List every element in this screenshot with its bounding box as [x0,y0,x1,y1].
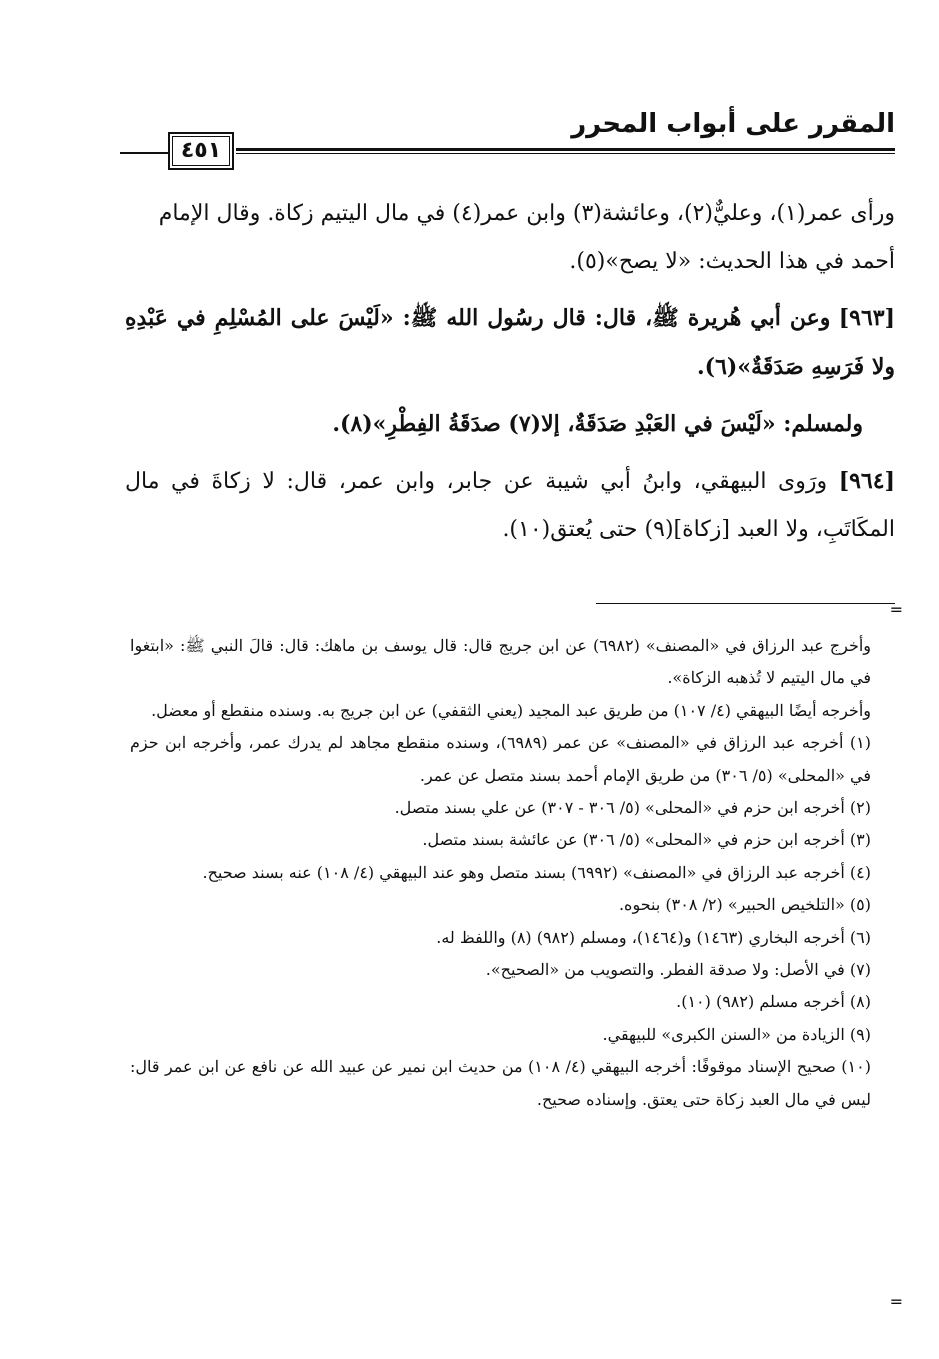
page-number: ٤٥١ [180,138,222,163]
muslim-narration-text: ولمسلم: «لَيْسَ في العَبْدِ صَدَقَةٌ، إلا(٧) صدَقَةُ الفِطْرِ»(٨). [332,411,863,437]
footnote-4: (٤) أخرجه عبد الرزاق في «المصنف» (٦٩٩٢) بسند متصل وهو عند البيهقي (٤/ ١٠٨) عنه بسند صحيح. [202,862,871,882]
header-rule [236,148,895,151]
muslim-narration [125,400,895,449]
running-header-title: المقرر على أبواب المحرر [571,109,895,139]
footnote-6: (٦) أخرجه البخاري (١٤٦٣) و(١٤٦٤)، ومسلم (٩٨٢) (٨) واللفظ له. [436,927,871,947]
footnote-8: (٨) أخرجه مسلم (٩٨٢) (١٠). [676,992,871,1012]
continuation-mark-top: = [889,600,903,619]
footnote-9: (٩) الزيادة من «السنن الكبرى» للبيهقي. [602,1024,871,1044]
header-rule-left [120,152,168,154]
paragraph-athar [125,190,895,286]
paragraph-athar-line2: أحمد في هذا الحديث: «لا يصح»(٥). [569,249,895,274]
continuation-mark-bottom: = [889,1292,903,1311]
footnote-7: (٧) في الأصل: ولا صدقة الفطر. والتصويب من «الصحيح». [485,960,871,980]
hadith-number: [٩٦٣] [838,305,895,331]
footnote-continuation: وأخرجه أيضًا البيهقي (٤/ ١٠٧) من طريق عبد المجيد (يعني الثقفي) عن ابن جريج به. وسنده منقطع أو معضل. [151,700,871,720]
hadith-text: وعن أبي هُريرة ﷺ، قال: قال رسُول الله ﷺ: «لَيْسَ على المُسْلِمِ في عَبْدِهِ ولا فَرَسِهِ صَدَقَةٌ»(٦). [125,305,895,380]
hadith-963 [125,294,895,392]
paragraph-athar-line1: ورأى عمر(١)، وعليٌّ(٢)، وعائشة(٣) وابن عمر(٤) في مال اليتيم زكاة. وقال الإمام [158,201,895,226]
footnote-1: (١) أخرجه عبد الرزاق في «المصنف» عن عمر (٦٩٨٩)، وسنده منقطع مجاهد لم يدرك عمر، وأخرجه ابن حزم في «المحلى» (٥/ ٣٠٦) من طريق الإمام أحمد بسند متصل عن عمر. [130,733,871,785]
footnote-10: (١٠) صحيح الإسناد موقوفًا: أخرجه البيهقي (٤/ ١٠٨) من حديث ابن نمير عن عبيد الله عن نافع عن ابن عمر قال: ليس في مال العبد زكاة حتى يعتق. وإسناده صحيح. [130,1057,871,1109]
page-number-box [168,132,234,170]
header-rule-thin [236,153,895,154]
main-text [125,190,895,562]
footnote-separator [596,603,895,604]
hadith-text: ورَوى البيهقي، وابنُ أبي شيبة عن جابر، وابن عمر، قال: لا زكاةَ في مال المكَاتَبِ، ولا العبد [زكاة](٩) حتى يُعتق(١٠). [125,469,895,542]
footnote-3: (٣) أخرجه ابن حزم في «المحلى» (٥/ ٣٠٦) عن عائشة بسند متصل. [422,830,871,850]
footnote-continuation: وأخرج عبد الرزاق في «المصنف» (٦٩٨٢) عن ابن جريج قال: قال يوسف بن ماهك: قال: قالَ النبي ﷺ: «ابتغوا في مال اليتيم لا تُذهبه الزكاة». [130,636,872,688]
footnotes [130,630,903,1116]
footnote-5: (٥) «التلخيص الحبير» (٢/ ٣٠٨) بنحوه. [618,895,871,915]
footnote-2: (٢) أخرجه ابن حزم في «المحلى» (٥/ ٣٠٦ - ٣٠٧) عن علي بسند متصل. [394,798,871,818]
hadith-number: [٩٦٤] [838,468,895,494]
hadith-964 [125,457,895,554]
